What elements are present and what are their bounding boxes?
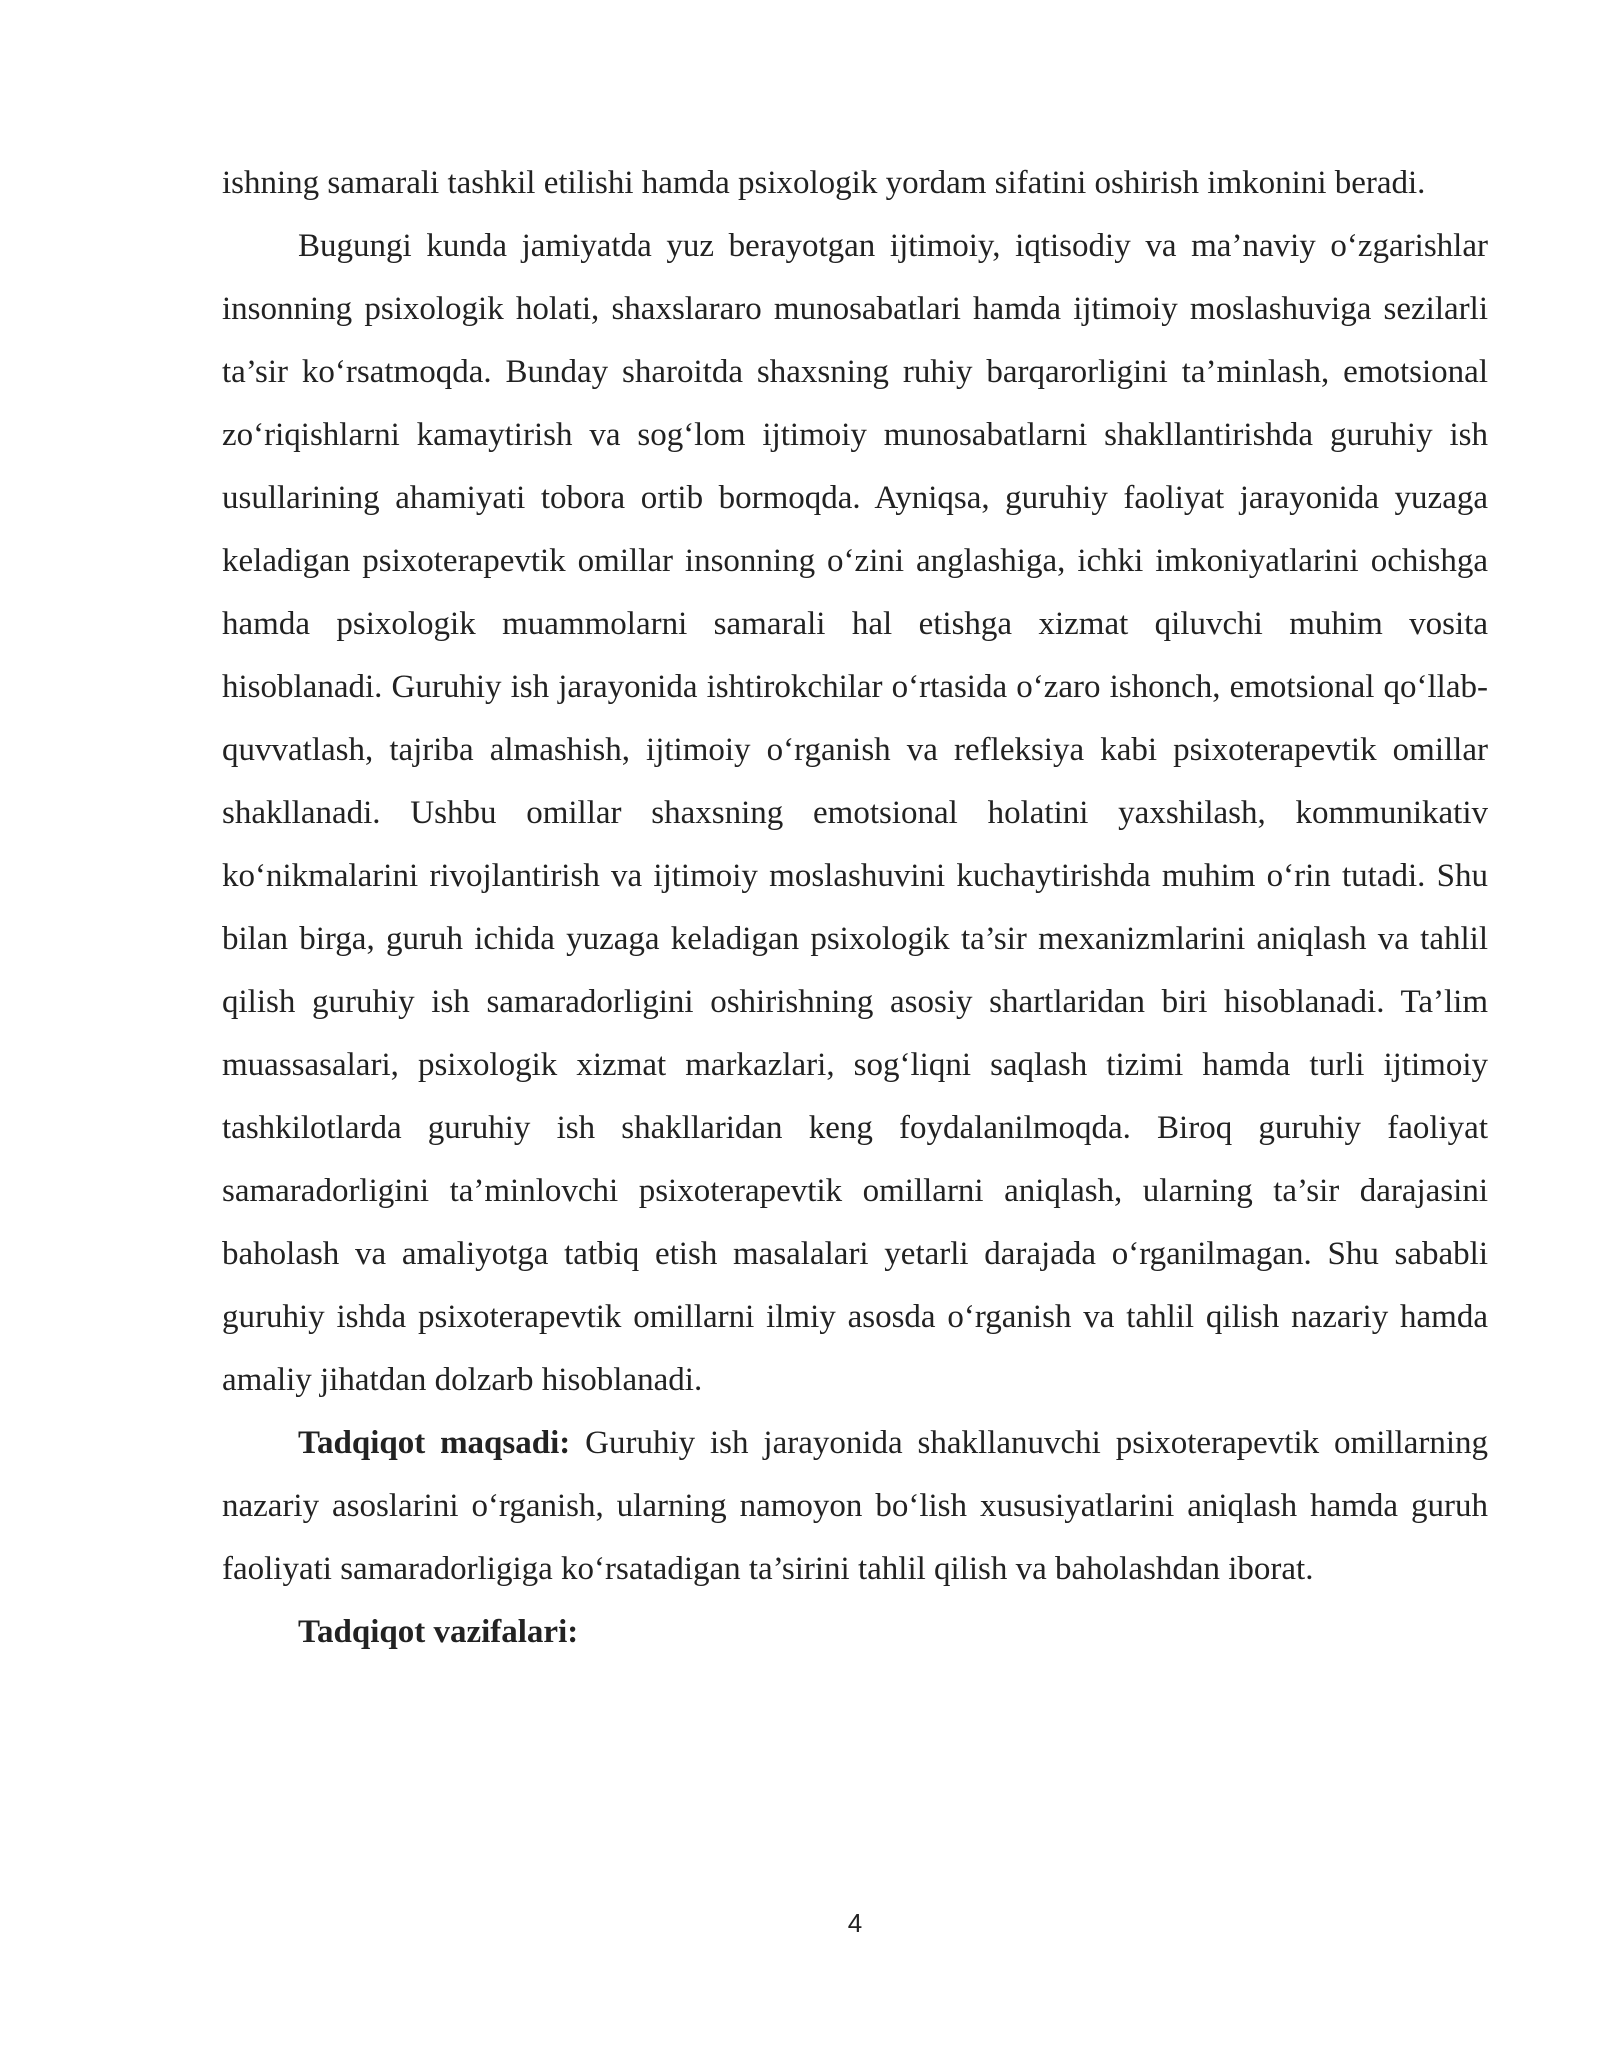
paragraph-text: Bugungi kunda jamiyatda yuz berayotgan ijtimoiy, iqtisodiy va ma’naviy o‘zgarishlar insonning psixologik holati, shaxslararo munosabatlari hamda ijtimoiy moslashuviga sezilarli ta’sir ko‘rsatmoqda. Bunday sharoitda shaxsning ruhiy barqarorligini ta’minlash, emotsional zo‘riqishlarni kamaytirish va sog‘lom ijtimoiy munosabatlarni shakllantirishda guruhiy ish usullarining ahamiyati tobora ortib bormoqda. Ayniqsa, guruhiy faoliyat jarayonida yuzaga keladigan psixoterapevtik omillar insonning o‘zini anglashiga, ichki imkoniyatlarini ochishga hamda psixologik muammolarni samarali hal etishga xizmat qiluvchi muhim vosita hisoblanadi. Guruhiy ish jarayonida ishtirokchilar o‘rtasida o‘zaro ishonch, emotsional qo‘llab-quvvatlash, tajriba almashish, ijtimoiy o‘rganish va refleksiya kabi psixoterapevtik omillar shakllanadi. Ushbu omillar shaxsning emotsional holatini yaxshilash, kommunikativ ko‘nikmalarini rivojlantirish va ijtimoiy moslashuvini kuchaytirishda muhim o‘rin tutadi. Shu bilan birga, guruh ichida yuzaga keladigan psixologik ta’sir mexanizmlarini aniqlash va tahlil qilish guruhiy ish samaradorligini oshirishning asosiy shartlaridan biri hisoblanadi. Ta’lim muassasalari, psixologik xizmat markazlari, sog‘liqni saqlash tizimi hamda turli ijtimoiy tashkilotlarda guruhiy ish shakllaridan keng foydalanilmoqda. Biroq guruhiy faoliyat samaradorligini ta’minlovchi psixoterapevtik omillarni aniqlash, ularning ta’sir darajasini baholash va amaliyotga tatbiq etish masalalari yetarli darajada o‘rganilmagan. Shu sababli guruhiy ishda psixoterapevtik omillarni ilmiy asosda o‘rganish va tahlil qilish nazariy hamda amaliy jihatdan dolzarb hisoblanadi.	[222, 228, 1488, 1398]
paragraph-text: Guruhiy ish jarayonida shakllanuvchi psixoterapevtik omillarning nazariy asoslarini o‘rganish, ularning namoyon bo‘lish xususiyatlarini aniqlash hamda guruh faoliyati samaradorligiga ko‘rsatadigan ta’sirini tahlil qilish va baholashdan iborat.	[222, 1425, 1488, 1587]
document-page	[222, 152, 1488, 1664]
paragraph-text: ishning samarali tashkil etilishi hamda psixologik yordam sifatini oshirish imkonini beradi.	[222, 165, 1426, 201]
paragraph-research-tasks	[222, 1601, 1488, 1664]
paragraph-relevance	[222, 215, 1488, 1412]
research-tasks-heading: Tadqiqot vazifalari:	[298, 1614, 579, 1650]
paragraph-research-goal	[222, 1412, 1488, 1601]
paragraph-continuation	[222, 152, 1488, 215]
page-number: 4	[847, 1908, 863, 1938]
research-goal-heading: Tadqiqot maqsadi:	[298, 1425, 571, 1461]
